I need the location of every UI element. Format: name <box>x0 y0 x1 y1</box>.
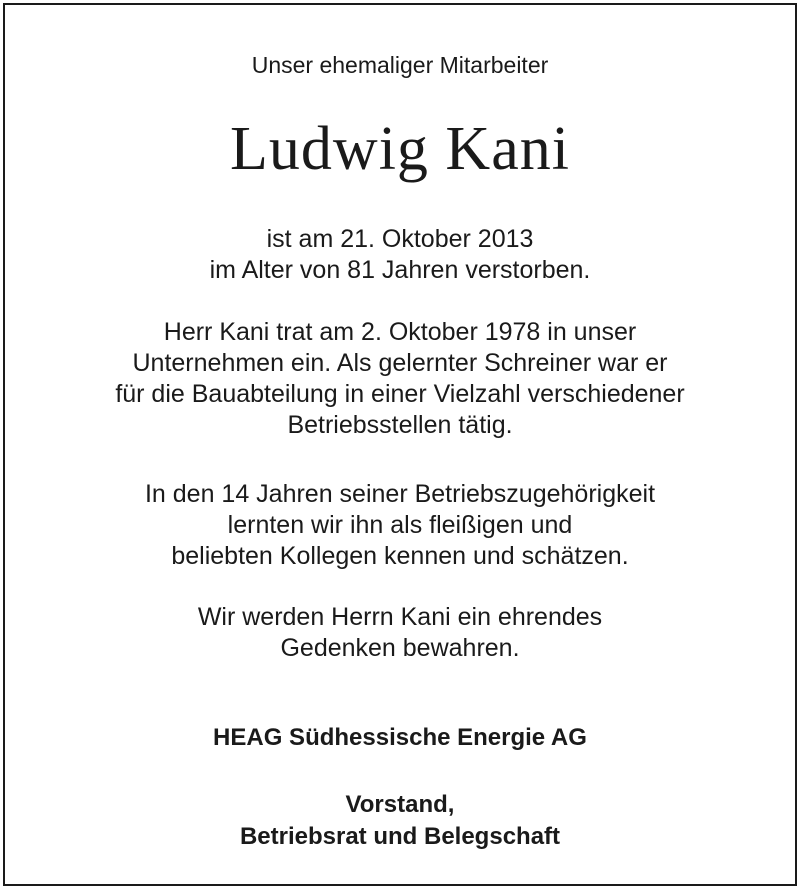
company-name: HEAG Südhessische Energie AG <box>213 724 587 751</box>
paragraph-line: ist am 21. Oktober 2013 <box>266 225 534 253</box>
paragraph-line: Gedenken bewahren. <box>280 634 520 662</box>
deceased-name: Ludwig Kani <box>230 115 570 183</box>
paragraph-line: beliebten Kollegen kennen und schätzen. <box>171 542 629 570</box>
paragraph-line: Wir werden Herrn Kani ein ehrendes <box>197 603 603 631</box>
obituary-frame <box>3 3 797 886</box>
paragraph-line: Herr Kani trat am 2. Oktober 1978 in unser <box>163 318 637 346</box>
career-paragraph <box>5 317 795 441</box>
tribute-paragraph <box>5 479 795 572</box>
paragraph-line: Unternehmen ein. Als gelernter Schreiner war er <box>132 349 668 377</box>
paragraph-line: lernten wir ihn als fleißigen und <box>227 511 573 539</box>
paragraph-line: Betriebsstellen tätig. <box>287 411 513 439</box>
death-paragraph <box>5 224 795 286</box>
paragraph-line: für die Bauabteilung in einer Vielzahl verschiedener <box>115 380 685 408</box>
signatories <box>5 789 795 853</box>
remembrance-paragraph <box>5 602 795 664</box>
signatory-line: Vorstand, <box>345 791 455 818</box>
signatory-line: Betriebsrat und Belegschaft <box>239 823 561 850</box>
intro-text: Unser ehemaliger Mitarbeiter <box>251 52 549 78</box>
paragraph-line: In den 14 Jahren seiner Betriebszugehörigkeit <box>144 480 656 508</box>
paragraph-line: im Alter von 81 Jahren verstorben. <box>209 256 591 284</box>
